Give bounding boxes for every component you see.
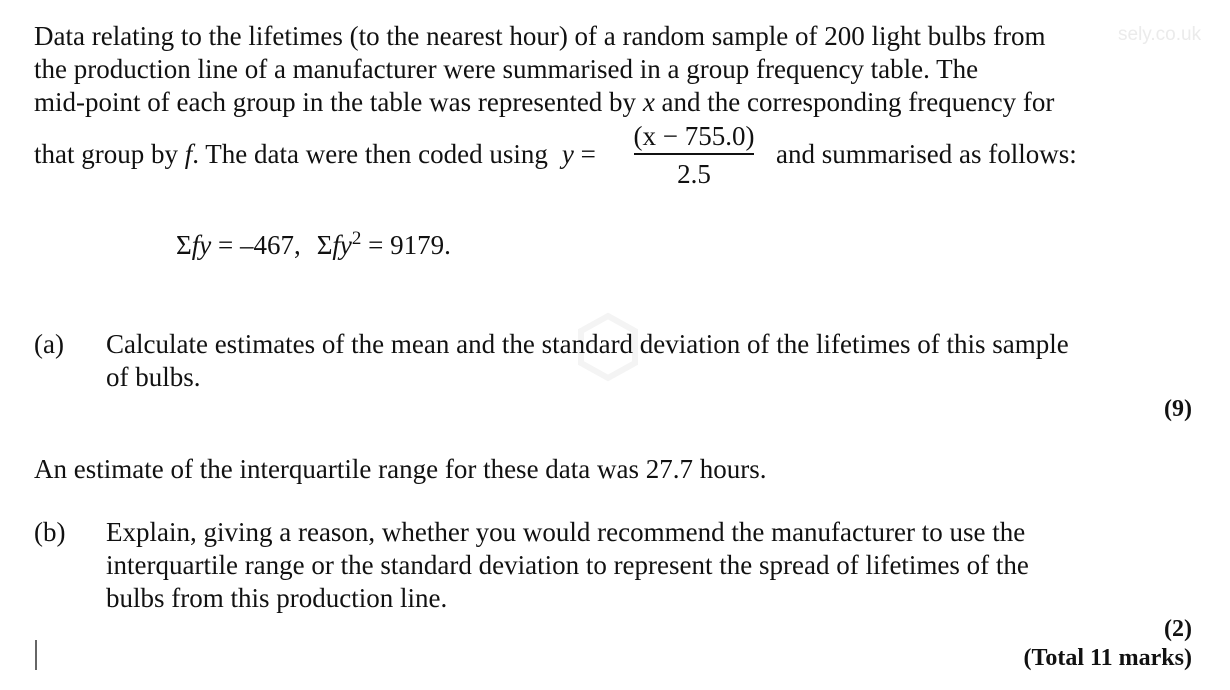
total-marks: (Total 11 marks) xyxy=(1023,645,1192,671)
intro-line-1: Data relating to the lifetimes (to the nearest hour) of a random sample of 200 light bulbs from xyxy=(34,21,1046,51)
part-a-marks: (9) xyxy=(1164,396,1192,422)
part-a-line-1: Calculate estimates of the mean and the standard deviation of the lifetimes of this sample xyxy=(106,329,1069,359)
part-b-line-2: interquartile range or the standard deviation to represent the spread of lifetimes of the xyxy=(106,550,1029,580)
sigma-symbol: Σ xyxy=(176,230,192,260)
coding-fraction xyxy=(628,120,760,189)
variable-x: x xyxy=(642,87,655,117)
fraction-bar xyxy=(634,153,754,155)
summation-values xyxy=(176,229,451,262)
fraction-denominator: 2.5 xyxy=(677,158,711,189)
part-a-label: (a) xyxy=(34,329,64,359)
sum-fy-value: = –467, xyxy=(211,230,301,260)
intro-line-3-text: mid-point of each group in the table was represented by xyxy=(34,87,643,117)
sum-fy-variable: fy xyxy=(191,230,212,260)
iqr-statement: An estimate of the interquartile range for these data was 27.7 hours. xyxy=(34,454,767,484)
variable-f: f xyxy=(184,139,193,169)
intro-line-3-text-end: and the corresponding frequency for xyxy=(654,87,1055,117)
intro-line-4 xyxy=(34,138,596,171)
part-b-line-3: bulbs from this production line. xyxy=(106,583,448,613)
text-cursor xyxy=(35,640,37,670)
sigma-symbol-2: Σ xyxy=(316,230,333,260)
watermark-text: sely.co.uk xyxy=(1118,24,1202,45)
exponent-2: 2 xyxy=(351,228,362,249)
sum-fy2-variable: fy xyxy=(332,230,352,260)
fraction-numerator: (x − 755.0) xyxy=(633,121,755,151)
part-b-label: (b) xyxy=(34,517,66,547)
intro-line-4-text-mid: . The data were then coded using xyxy=(192,139,548,169)
intro-line-4-end: and summarised as follows: xyxy=(776,139,1077,169)
intro-line-3 xyxy=(34,86,1054,119)
intro-line-2: the production line of a manufacturer were summarised in a group frequency table. The xyxy=(34,54,979,84)
sum-fy2-value: = 9179. xyxy=(361,230,451,260)
variable-y: y xyxy=(561,139,574,169)
intro-line-4-text: that group by xyxy=(34,139,185,169)
equals-sign: = xyxy=(573,139,596,169)
part-a-line-2: of bulbs. xyxy=(106,362,201,392)
part-b-line-1: Explain, giving a reason, whether you would recommend the manufacturer to use the xyxy=(106,517,1026,547)
part-b-marks: (2) xyxy=(1164,616,1192,642)
